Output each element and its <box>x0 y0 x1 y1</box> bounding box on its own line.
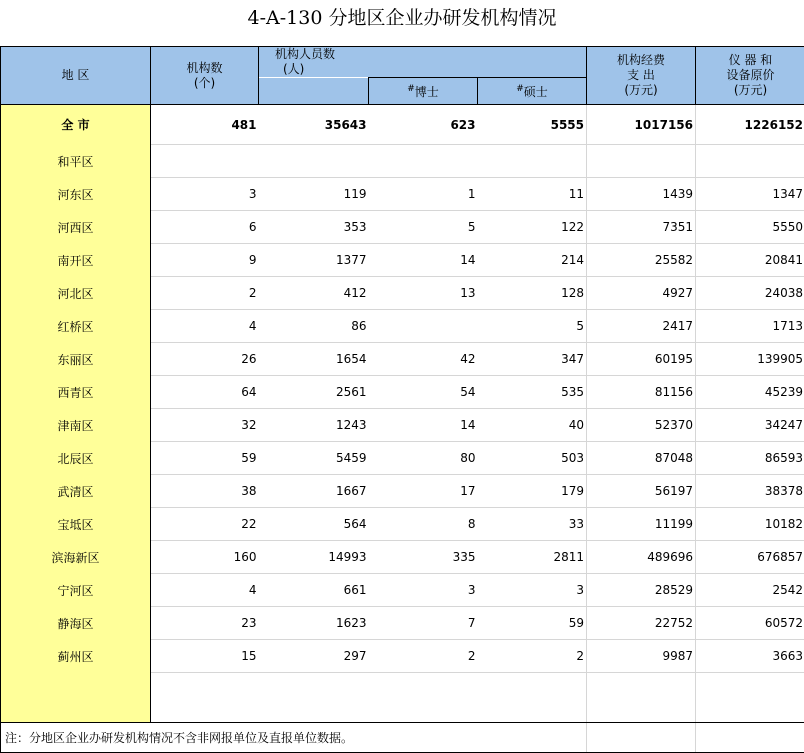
phd-cell <box>369 310 478 343</box>
region-cell: 南开区 <box>1 244 151 277</box>
header-expense-line2: 支 出 <box>587 68 695 83</box>
equipment-cell: 20841 <box>696 244 804 277</box>
note-blank-cell <box>478 723 587 753</box>
institution-count-cell: 4 <box>151 310 259 343</box>
expense-cell: 4927 <box>587 277 696 310</box>
region-cell: 蓟州区 <box>1 640 151 673</box>
phd-cell: 5 <box>369 211 478 244</box>
expense-cell: 56197 <box>587 475 696 508</box>
phd-cell <box>369 145 478 178</box>
equipment-cell: 10182 <box>696 508 804 541</box>
region-cell: 北辰区 <box>1 442 151 475</box>
blank-cell <box>587 673 696 723</box>
header-personnel-label: 机构人员数 <box>275 47 586 62</box>
expense-cell: 81156 <box>587 376 696 409</box>
header-master <box>478 78 587 105</box>
table-row-blank <box>1 673 804 723</box>
expense-cell: 1439 <box>587 178 696 211</box>
expense-cell <box>587 145 696 178</box>
region-cell: 河西区 <box>1 211 151 244</box>
blank-cell <box>1 673 151 723</box>
phd-cell: 2 <box>369 640 478 673</box>
institution-count-cell: 38 <box>151 475 259 508</box>
expense-cell: 489696 <box>587 541 696 574</box>
table-row-note <box>1 723 804 753</box>
region-cell: 宁河区 <box>1 574 151 607</box>
institution-count-cell: 26 <box>151 343 259 376</box>
expense-cell: 11199 <box>587 508 696 541</box>
personnel-cell: 14993 <box>259 541 369 574</box>
master-cell: 122 <box>478 211 587 244</box>
master-cell: 2811 <box>478 541 587 574</box>
header-institution-count-label: 机构数 <box>151 61 258 76</box>
equipment-cell <box>696 145 804 178</box>
region-cell: 静海区 <box>1 607 151 640</box>
equipment-cell: 5550 <box>696 211 804 244</box>
phd-cell: 8 <box>369 508 478 541</box>
data-table <box>0 46 804 753</box>
header-expense <box>587 47 696 105</box>
table-note: 注：分地区企业办研发机构情况不含非网报单位及直报单位数据。 <box>1 723 478 753</box>
personnel-cell: 1377 <box>259 244 369 277</box>
personnel-cell <box>259 145 369 178</box>
region-cell: 东丽区 <box>1 343 151 376</box>
blank-cell <box>369 673 478 723</box>
header-master-label: 硕士 <box>524 85 548 99</box>
personnel-cell: 1623 <box>259 607 369 640</box>
institution-count-cell: 481 <box>151 105 259 145</box>
personnel-cell: 412 <box>259 277 369 310</box>
header-expense-line3: (万元) <box>587 83 695 98</box>
header-institution-count <box>151 47 259 105</box>
equipment-cell: 676857 <box>696 541 804 574</box>
table-row <box>1 607 804 640</box>
personnel-cell: 35643 <box>259 105 369 145</box>
phd-cell: 42 <box>369 343 478 376</box>
equipment-cell: 34247 <box>696 409 804 442</box>
phd-cell: 14 <box>369 409 478 442</box>
table-row <box>1 310 804 343</box>
personnel-cell: 119 <box>259 178 369 211</box>
region-cell: 滨海新区 <box>1 541 151 574</box>
equipment-cell: 86593 <box>696 442 804 475</box>
master-cell: 179 <box>478 475 587 508</box>
equipment-cell: 1226152 <box>696 105 804 145</box>
personnel-cell: 1654 <box>259 343 369 376</box>
note-blank-cell <box>587 723 696 753</box>
table-row <box>1 640 804 673</box>
equipment-cell: 60572 <box>696 607 804 640</box>
master-cell: 40 <box>478 409 587 442</box>
note-blank-cell <box>696 723 804 753</box>
institution-count-cell: 2 <box>151 277 259 310</box>
header-institution-count-unit: (个) <box>151 76 258 91</box>
expense-cell: 2417 <box>587 310 696 343</box>
table-row <box>1 541 804 574</box>
header-expense-line1: 机构经费 <box>587 53 695 68</box>
region-cell: 全 市 <box>1 105 151 145</box>
table-row <box>1 145 804 178</box>
header-personnel <box>259 47 587 78</box>
expense-cell: 52370 <box>587 409 696 442</box>
region-cell: 津南区 <box>1 409 151 442</box>
header-phd <box>369 78 478 105</box>
personnel-cell: 2561 <box>259 376 369 409</box>
master-cell: 11 <box>478 178 587 211</box>
master-cell: 214 <box>478 244 587 277</box>
table-row <box>1 442 804 475</box>
institution-count-cell: 23 <box>151 607 259 640</box>
phd-cell: 335 <box>369 541 478 574</box>
header-equipment <box>696 47 804 105</box>
table-row <box>1 475 804 508</box>
phd-cell: 14 <box>369 244 478 277</box>
header-personnel-spacer <box>259 78 369 105</box>
equipment-cell: 1347 <box>696 178 804 211</box>
header-personnel-unit: (人) <box>275 62 586 77</box>
equipment-cell: 139905 <box>696 343 804 376</box>
header-equipment-line3: (万元) <box>696 83 804 98</box>
expense-cell: 28529 <box>587 574 696 607</box>
table-row <box>1 244 804 277</box>
table-row <box>1 178 804 211</box>
expense-cell: 7351 <box>587 211 696 244</box>
master-cell: 503 <box>478 442 587 475</box>
phd-cell: 54 <box>369 376 478 409</box>
institution-count-cell: 3 <box>151 178 259 211</box>
table-row <box>1 409 804 442</box>
expense-cell: 9987 <box>587 640 696 673</box>
expense-cell: 60195 <box>587 343 696 376</box>
institution-count-cell: 59 <box>151 442 259 475</box>
institution-count-cell: 6 <box>151 211 259 244</box>
region-cell: 宝坻区 <box>1 508 151 541</box>
personnel-cell: 1243 <box>259 409 369 442</box>
institution-count-cell: 64 <box>151 376 259 409</box>
header-region: 地 区 <box>1 47 151 105</box>
institution-count-cell: 9 <box>151 244 259 277</box>
table-row <box>1 508 804 541</box>
master-cell: 128 <box>478 277 587 310</box>
institution-count-cell: 22 <box>151 508 259 541</box>
institution-count-cell: 32 <box>151 409 259 442</box>
table-row-total <box>1 105 804 145</box>
master-cell: 3 <box>478 574 587 607</box>
master-cell: 535 <box>478 376 587 409</box>
region-cell: 河北区 <box>1 277 151 310</box>
phd-cell: 7 <box>369 607 478 640</box>
master-cell: 5555 <box>478 105 587 145</box>
table-row <box>1 376 804 409</box>
master-cell: 2 <box>478 640 587 673</box>
table-row <box>1 343 804 376</box>
equipment-cell: 2542 <box>696 574 804 607</box>
blank-cell <box>151 673 259 723</box>
master-cell: 33 <box>478 508 587 541</box>
institution-count-cell: 15 <box>151 640 259 673</box>
blank-cell <box>696 673 804 723</box>
region-cell: 和平区 <box>1 145 151 178</box>
personnel-cell: 564 <box>259 508 369 541</box>
personnel-cell: 86 <box>259 310 369 343</box>
table-row <box>1 574 804 607</box>
personnel-cell: 1667 <box>259 475 369 508</box>
expense-cell: 25582 <box>587 244 696 277</box>
expense-cell: 87048 <box>587 442 696 475</box>
header-master-mark: # <box>516 84 524 94</box>
equipment-cell: 1713 <box>696 310 804 343</box>
equipment-cell: 45239 <box>696 376 804 409</box>
region-cell: 河东区 <box>1 178 151 211</box>
table-row <box>1 277 804 310</box>
personnel-cell: 297 <box>259 640 369 673</box>
table-title: 4-A-130 分地区企业办研发机构情况 <box>0 0 804 46</box>
table-row <box>1 211 804 244</box>
master-cell <box>478 145 587 178</box>
master-cell: 347 <box>478 343 587 376</box>
equipment-cell: 3663 <box>696 640 804 673</box>
region-cell: 西青区 <box>1 376 151 409</box>
header-equipment-line2: 设备原价 <box>696 68 804 83</box>
master-cell: 5 <box>478 310 587 343</box>
equipment-cell: 38378 <box>696 475 804 508</box>
personnel-cell: 353 <box>259 211 369 244</box>
phd-cell: 1 <box>369 178 478 211</box>
phd-cell: 13 <box>369 277 478 310</box>
phd-cell: 80 <box>369 442 478 475</box>
blank-cell <box>478 673 587 723</box>
phd-cell: 3 <box>369 574 478 607</box>
blank-cell <box>259 673 369 723</box>
master-cell: 59 <box>478 607 587 640</box>
header-phd-label: 博士 <box>415 85 439 99</box>
header-phd-mark: # <box>407 84 415 94</box>
expense-cell: 1017156 <box>587 105 696 145</box>
institution-count-cell <box>151 145 259 178</box>
expense-cell: 22752 <box>587 607 696 640</box>
header-equipment-line1: 仪 器 和 <box>696 53 804 68</box>
phd-cell: 623 <box>369 105 478 145</box>
institution-count-cell: 160 <box>151 541 259 574</box>
region-cell: 红桥区 <box>1 310 151 343</box>
region-cell: 武清区 <box>1 475 151 508</box>
equipment-cell: 24038 <box>696 277 804 310</box>
institution-count-cell: 4 <box>151 574 259 607</box>
personnel-cell: 5459 <box>259 442 369 475</box>
personnel-cell: 661 <box>259 574 369 607</box>
phd-cell: 17 <box>369 475 478 508</box>
